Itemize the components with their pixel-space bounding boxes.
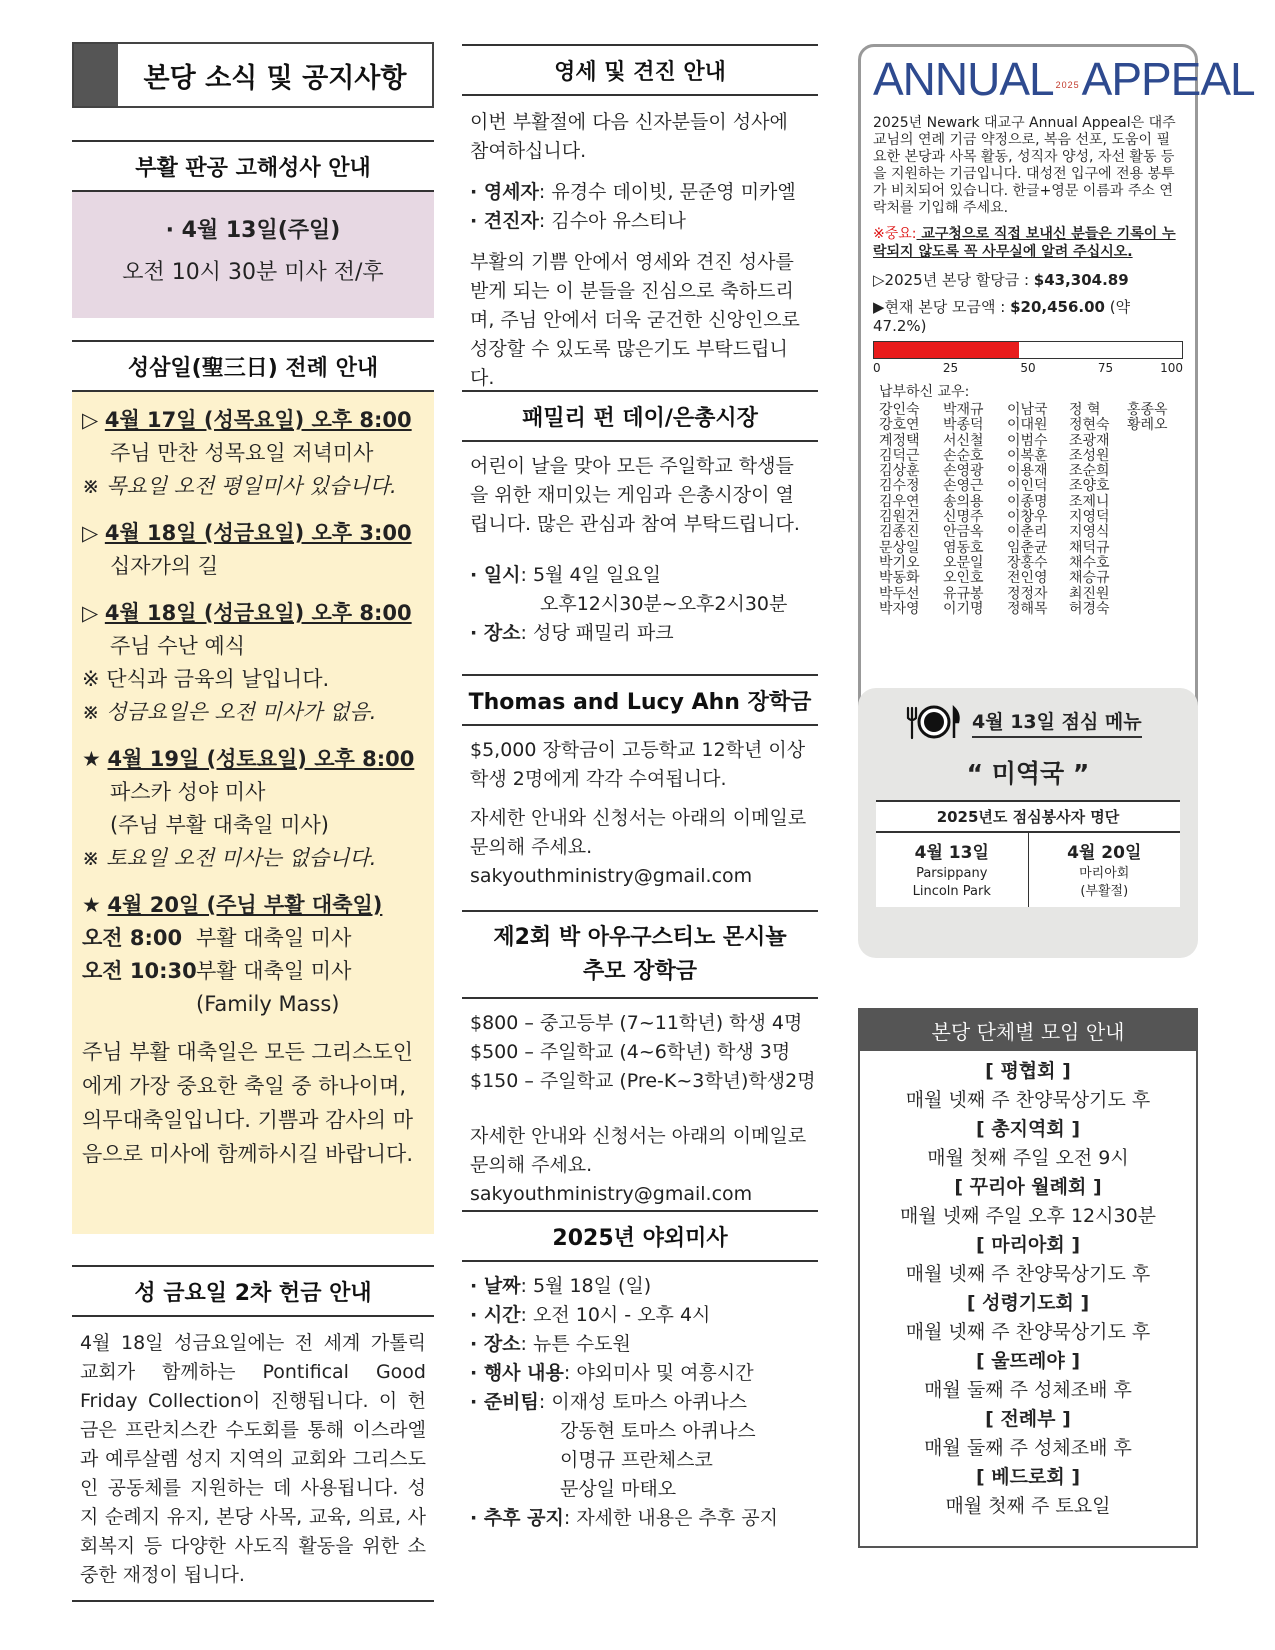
offering-section [72,1265,434,1602]
donor-name: 정정자 [1007,585,1048,602]
offering-heading: 성 금요일 2차 헌금 안내 [72,1265,434,1317]
donor-name: 정 혁 [1069,402,1101,418]
donor-name: 오인호 [943,570,984,587]
donor-name: 김우연 [879,493,920,510]
baptism-section [462,44,818,403]
award-row: $800 – 중고등부 (7~11학년) 학생 4명 [470,1012,803,1034]
outdoor-notice-row [470,1504,810,1533]
triduum-note: ※ 목요일 오전 평일미사 있습니다. [82,474,397,498]
group-name: [ 울뜨레야 ] [975,1350,1080,1372]
easter-mass-name: 부활 대축일 미사 [196,926,352,950]
confession-body [72,192,434,318]
lunch-menu: “ 미역국 ” [966,759,1090,788]
easter-mass-time: 오전 8:00 [82,926,183,950]
title-accent-bar [74,44,118,106]
ahn-scholarship-section [462,674,818,901]
team-member: 문상일 마태오 [560,1478,677,1500]
triduum-item-title [82,517,424,550]
triduum-item [82,517,424,583]
group-time: 매월 첫째 주 토요일 [945,1495,1111,1517]
triduum-heading: 성삼일(聖三日) 전례 안내 [72,340,434,392]
annual-appeal-logo [873,53,1255,111]
triduum-items [82,404,424,922]
group-time: 매월 첫째 주일 오전 9시 [927,1147,1129,1169]
lunch-heading: 4월 13일 점심 메뉴 [972,707,1142,738]
appeal-progress-bar [873,341,1183,359]
donor-name: 서신철 [943,432,984,449]
important-label: ※중요: [873,226,917,242]
appeal-description: 2025년 Newark 대교구 Annual Appeal은 대주교님의 연례 기금 약정으로, 복음 선포, 도움이 필요한 본당과 사목 활동, 성직자 양성, 자선 활동 등을 지원하는 기금입니다. 대성전 입구에 전용 봉투가 비치되어 있습니다. 한글+영문 이름과 주소 연락처를 기입해 주세요. [873,115,1176,216]
confirmed-label: · 견진자 [470,210,539,232]
donor-name: 조성원 [1069,447,1110,464]
current-label: ▶현재 본당 모금액 : [873,298,1011,316]
family-date-label: · 일시 [470,564,521,586]
family-date-row [470,561,810,590]
donor-name: 지영덕 [1069,509,1110,526]
triduum-item-title [82,404,424,437]
volunteer-group-2a: 마리아회 [1079,866,1130,881]
appeal-current [873,296,1183,335]
outdoor-row [470,1359,810,1388]
donor-name [1127,587,1183,602]
easter-mass-row [82,955,424,988]
ahn-heading: Thomas and Lucy Ahn 장학금 [462,674,818,726]
outdoor-team [470,1417,810,1504]
donor-name: 박기오 [879,554,920,571]
donor-name: 오문일 [943,554,984,571]
donor-name: 김원건 [879,509,920,526]
triduum-item-title [82,597,424,630]
donor-name: 김종진 [879,524,920,541]
volunteer-cell-2 [1028,832,1180,907]
award-row: $150 – 주일학교 (Pre-K~3학년)학생2명 [470,1070,816,1092]
progress-tick: 100 [1160,361,1183,375]
ahn-body [462,726,818,901]
volunteer-date-2: 4월 20일 [1067,843,1142,863]
ahn-text: $5,000 장학금이 고등학교 12학년 이상 학생 2명에게 각각 수여됩니다. [470,739,806,790]
donor-name: 지영식 [1069,524,1110,541]
easter-mass-name: (Family Mass) [196,992,340,1016]
appeal-important [873,225,1183,261]
baptized-label: · 영세자 [470,181,539,203]
donor-name: 김수정 [879,478,920,495]
donor-name: 임춘균 [1007,539,1048,556]
volunteer-date-1: 4월 13일 [914,843,989,863]
dining-icon [904,704,964,740]
donors-list [879,403,1183,617]
donor-name: 강호연 [879,417,920,434]
page-title-box [72,42,434,108]
triduum-line: 주님 만찬 성목요일 저녁미사 [110,441,374,465]
groups-box [858,1008,1198,1548]
donor-name: 최진원 [1069,585,1110,602]
baptism-closing: 부활의 기쁨 안에서 영세와 견진 성사를 받게 되는 이 분들을 진심으로 축하드리며, 주님 안에서 더욱 굳건한 신앙인으로 성장할 수 있도록 많은기도 부탁드립니다. [470,251,800,389]
donor-name: 이춘리 [1007,524,1048,541]
outdoor-heading: 2025년 야외미사 [462,1210,818,1262]
donor-name [1127,479,1183,494]
triduum-note: ※ 성금요일은 오전 미사가 없음. [82,700,377,724]
group-time: 매월 넷째 주 찬양묵상기도 후 [905,1321,1151,1343]
important-text: 교구청으로 직접 보내신 분들은 기록이 누락되지 않도록 꼭 사무실에 알려 주십시오. [873,226,1176,260]
team-member: 이명규 프란체스코 [560,1449,713,1471]
progress-ticks [873,361,1183,377]
donor-name: 박재규 [943,402,984,418]
park-awards [470,1009,816,1096]
baptized-names: : 유경수 데이빗, 문준영 미카엘 [538,181,796,203]
appeal-progress-fill [874,342,1019,358]
donor-name: 신명주 [943,509,984,526]
confirmed-names: : 김수아 유스티나 [538,210,686,232]
park-email[interactable]: sakyouthministry@gmail.com [470,1183,753,1205]
triduum-body [72,392,434,1234]
outdoor-row-label: · 시간 [470,1304,521,1326]
donor-name: 박자영 [879,600,920,617]
triduum-title: 4월 18일 (성금요일) 오후 3:00 [104,521,412,545]
donor-name [1127,434,1183,449]
donor-name: 송의용 [943,493,984,510]
volunteer-group-2b: (부활절) [1080,884,1129,899]
donor-name: 박두선 [879,585,920,602]
park-scholarship-section [462,910,818,1219]
donor-name: 정해목 [1007,600,1048,617]
park-body [462,999,818,1219]
donor-name: 손영근 [943,478,984,495]
triduum-item [82,743,424,875]
donor-name: 이복훈 [1007,447,1048,464]
family-time: 오후12시30분~오후2시30분 [540,593,788,615]
triduum-line: (주님 부활 대축일 미사) [110,813,329,837]
triduum-note: ※ 토요일 오전 미사는 없습니다. [82,846,377,870]
triduum-bullet: ▷ [82,521,99,545]
triduum-bullet: ▷ [82,408,99,432]
volunteer-table-heading: 2025년도 점심봉사자 명단 [876,801,1180,832]
donor-name: 김덕근 [879,447,920,464]
baptism-intro: 이번 부활절에 다음 신자분들이 성사에 참여하십니다. [470,111,788,162]
donor-name: 계정택 [879,432,920,449]
donor-name: 홍종옥 [1127,402,1168,418]
donor-name: 조양호 [1069,478,1110,495]
donor-name: 전인영 [1007,570,1048,587]
baptism-body [462,96,818,403]
appeal-goal [873,269,1183,290]
donor-name: 박종덕 [943,417,984,434]
outdoor-notice-label: · 추후 공지 [470,1507,564,1529]
outdoor-mass-section [462,1210,818,1543]
outdoor-row-value: : 야외미사 및 여흥시간 [563,1362,754,1384]
triduum-line: 파스카 성야 미사 [110,780,266,804]
award-row: $500 – 주일학교 (4~6학년) 학생 3명 [470,1041,791,1063]
group-name: [ 꾸리아 월례회 ] [954,1176,1102,1198]
donor-name [1127,602,1183,617]
volunteer-group-1a: Parsippany [916,866,988,881]
family-section [462,390,818,658]
family-place: : 성당 패밀리 파크 [520,622,674,644]
donor-name: 이종명 [1007,493,1048,510]
lunch-header [904,704,1180,740]
triduum-bullet: ★ [82,893,101,917]
donors-label: 납부하신 교우: [879,384,970,400]
outdoor-rows [470,1272,810,1417]
outdoor-row-label: · 장소 [470,1333,521,1355]
volunteer-group-1b: Lincoln Park [912,884,991,899]
donor-name [1127,510,1183,525]
outdoor-row-label: · 행사 내용 [470,1362,564,1384]
baptism-heading: 영세 및 견진 안내 [462,44,818,96]
donor-name: 허경숙 [1069,600,1110,617]
group-name: [ 마리아회 ] [975,1234,1080,1256]
donor-name [1127,525,1183,540]
outdoor-row-value: : 뉴튼 수도원 [520,1333,631,1355]
family-place-row [470,619,810,648]
ahn-contact: 자세한 안내와 신청서는 아래의 이메일로 문의해 주세요. [470,807,807,858]
donor-name [1127,556,1183,571]
donor-name: 조순희 [1069,463,1110,480]
groups-list [860,1051,1196,1521]
goal-label: ▷2025년 본당 할당금 : [873,271,1034,289]
progress-tick: 75 [1097,361,1114,375]
donor-name: 강인숙 [879,402,920,418]
donor-name [1127,449,1183,464]
groups-heading: 본당 단체별 모임 안내 [860,1010,1196,1051]
family-place-label: · 장소 [470,622,521,644]
donor-name: 채승규 [1069,570,1110,587]
outdoor-row [470,1330,810,1359]
donor-name: 채덕규 [1069,539,1110,556]
group-name: [ 성령기도회 ] [966,1292,1090,1314]
park-heading-line2: 추모 장학금 [583,959,697,984]
donor-name: 이용재 [1007,463,1048,480]
triduum-title: 4월 18일 (성금요일) 오후 8:00 [104,601,412,625]
triduum-line: 주님 수난 예식 [110,634,246,658]
current-percent: (약 47.2%) [873,298,1131,335]
park-heading-line1: 제2회 박 아우구스티노 몬시뇰 [493,925,787,950]
donor-name: 유규봉 [943,585,984,602]
donor-name: 이대원 [1007,417,1048,434]
donor-name: 정현숙 [1069,417,1110,434]
triduum-item [82,404,424,503]
ahn-email[interactable]: sakyouthministry@gmail.com [470,865,753,887]
donor-name: 이인덕 [1007,478,1048,495]
donor-name: 조광재 [1069,432,1110,449]
group-time: 매월 넷째 주 찬양묵상기도 후 [905,1089,1151,1111]
donor-name: 이남국 [1007,402,1048,418]
family-text: 어린이 날을 맞아 모든 주일학교 학생들을 위한 재미있는 게임과 은총시장이 열립니다. 많은 관심과 참여 부탁드립니다. [470,455,800,535]
triduum-item [82,597,424,729]
donor-name: 문상일 [879,539,920,556]
outdoor-row-label: · 날짜 [470,1275,521,1297]
group-name: [ 평협회 ] [985,1060,1071,1082]
donor-name: 손영광 [943,463,984,480]
progress-tick: 0 [873,361,881,375]
confession-time: 오전 10시 30분 미사 전/후 [122,260,384,285]
donor-name: 이창우 [1007,509,1048,526]
outdoor-row [470,1272,810,1301]
current-value: $20,456.00 [1010,298,1105,316]
park-contact: 자세한 안내와 신청서는 아래의 이메일로 문의해 주세요. [470,1125,807,1176]
page-title: 본당 소식 및 공지사항 [143,62,407,94]
donor-name: 채수호 [1069,554,1110,571]
annual-appeal-box [858,44,1255,744]
group-time: 매월 둘째 주 성체조배 후 [924,1437,1132,1459]
outdoor-body [462,1262,818,1543]
outdoor-row-value: : 이재성 토마스 아퀴나스 [538,1391,747,1413]
triduum-title: 4월 17일 (성목요일) 오후 8:00 [104,408,412,432]
group-name: [ 전례부 ] [985,1408,1071,1430]
offering-text: 4월 18일 성금요일에는 전 세계 가톨릭 교회가 함께하는 Pontifical Good Friday Collection이 진행됩니다. 이 헌금은 프란치스칸 수도회를 통해 이스라엘과 예루살렘 성지 지역의 교회와 그리스도인 공동체를 지원하는 데 사용됩니다. 성지 순례지 유지, 본당 사목, 교육, 의료, 사회복지 등 다양한 사도직 활동을 위한 소중한 재정이 됩니다. [72,1317,434,1602]
triduum-bullet: ▷ [82,601,99,625]
triduum-line: 십자가의 길 [110,554,219,578]
confession-section [72,140,434,318]
donor-name [1127,464,1183,479]
confirmed-row [470,207,810,236]
triduum-note: ※ 단식과 금육의 날입니다. [82,667,330,691]
outdoor-row-value: : 5월 18일 (일) [520,1275,652,1297]
easter-mass-name: 부활 대축일 미사 [196,959,352,983]
outdoor-notice: : 자세한 내용은 추후 공지 [563,1507,778,1529]
easter-mass-row [82,922,424,955]
group-time: 매월 넷째 주일 오후 12시30분 [899,1205,1157,1227]
family-body [462,442,818,658]
donor-name: 손순호 [943,447,984,464]
triduum-bullet: ★ [82,747,101,771]
lunch-box [858,688,1198,958]
logo-year: 2025 [1055,80,1080,90]
donor-name: 이범수 [1007,432,1048,449]
baptized-row [470,178,810,207]
triduum-section [72,340,434,1234]
logo-annual: ANNUAL [873,53,1054,105]
goal-value: $43,304.89 [1033,271,1129,289]
triduum-item-title [82,743,424,776]
lunch-volunteer-table [876,800,1180,907]
family-date: : 5월 4일 일요일 [520,564,662,586]
easter-mass-row [82,988,424,1021]
outdoor-row [470,1388,810,1417]
group-time: 매월 둘째 주 성체조배 후 [924,1379,1132,1401]
donor-name: 김상훈 [879,463,920,480]
easter-masses [82,922,424,1021]
donor-name: 박동화 [879,570,920,587]
confession-heading: 부활 판공 고해성사 안내 [72,140,434,192]
donor-name: 조제니 [1069,493,1110,510]
progress-tick: 25 [942,361,959,375]
outdoor-row [470,1301,810,1330]
logo-appeal: APPEAL [1081,53,1255,105]
group-name: [ 총지역회 ] [975,1118,1080,1140]
donor-name [1127,541,1183,556]
donor-name: 안금옥 [943,524,984,541]
triduum-item-title [82,889,424,922]
park-heading [462,910,818,999]
donor-name: 황레오 [1127,417,1168,434]
donor-name: 장홍수 [1007,554,1048,571]
easter-mass-time: 오전 10:30 [82,959,197,983]
outdoor-row-value: : 오전 10시 - 오후 4시 [520,1304,711,1326]
group-name: [ 베드로회 ] [975,1466,1080,1488]
progress-tick: 50 [1020,361,1036,375]
donor-name: 이기명 [943,600,984,617]
confession-date: · 4월 13일(주일) [165,218,341,243]
outdoor-row-label: · 준비팀 [470,1391,539,1413]
triduum-closing: 주님 부활 대축일은 모든 그리스도인에게 가장 중요한 축일 중 하나이며, 의무대축일입니다. 기쁨과 감사의 마음으로 미사에 함께하시길 바랍니다. [82,1040,413,1166]
triduum-item [82,889,424,922]
family-heading: 패밀리 펀 데이/은총시장 [462,390,818,442]
donor-name: 염동호 [943,539,984,556]
group-time: 매월 넷째 주 찬양묵상기도 후 [905,1263,1151,1285]
triduum-title: 4월 19일 (성토요일) 오후 8:00 [107,747,415,771]
donor-name [1127,571,1183,586]
donor-name [1127,495,1183,510]
team-member: 강동현 토마스 아퀴나스 [560,1420,756,1442]
triduum-title: 4월 20일 (주님 부활 대축일) [107,893,383,917]
volunteer-cell-1 [876,832,1028,907]
